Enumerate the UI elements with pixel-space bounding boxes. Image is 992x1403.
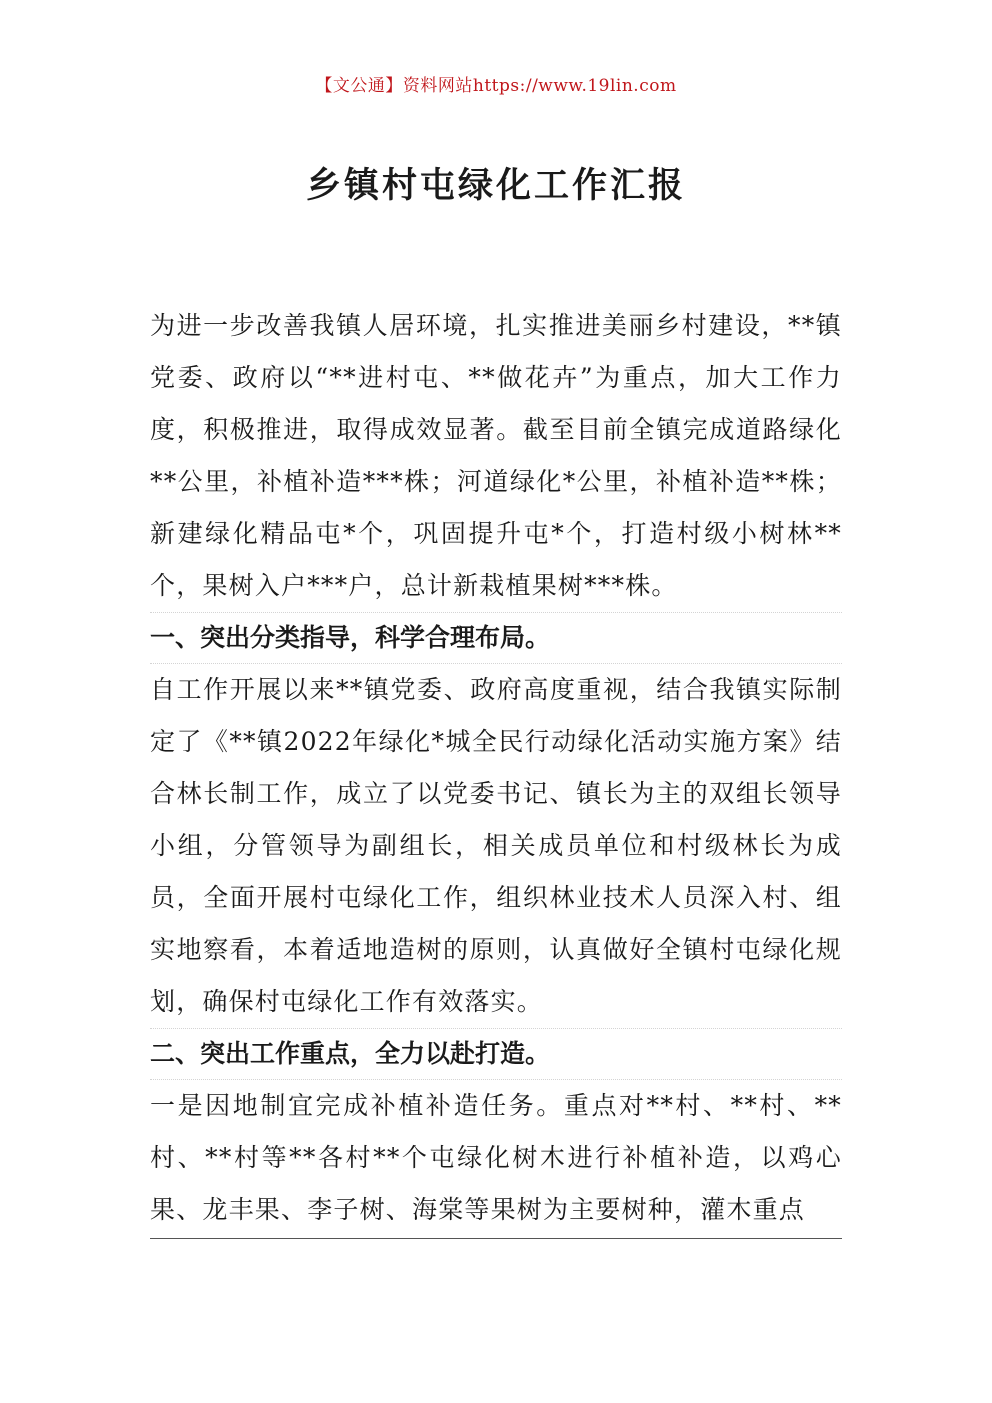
section-2-paragraph: 一是因地制宜完成补植补造任务。重点对**村、**村、**村、**村等**各村**个屯绿化树木进行补植补造，以鸡心果、龙丰果、李子树、海棠等果树为主要树种，灌木重点 (150, 1091, 842, 1224)
document-title: 乡镇村屯绿化工作汇报 (305, 165, 686, 206)
section-1-paragraph: 自工作开展以来**镇党委、政府高度重视，结合我镇实际制定了《**镇2022年绿化*城全民行动绿化活动实施方案》结合林长制工作，成立了以党委书记、镇长为主的双组长领导小组，分管领导为副组长，相关成员单位和村级林长为成员，全面开展村屯绿化工作，组织林业技术人员深入村、组实地察看，本着适地造树的原则，认真做好全镇村屯绿化规划，确保村屯绿化工作有效落实。 (150, 675, 842, 1016)
section-heading-1: 一、突出分类指导，科学合理布局。 (150, 612, 842, 664)
page-bottom-divider (150, 1238, 842, 1239)
section-heading-2: 二、突出工作重点，全力以赴打造。 (150, 1028, 842, 1080)
document-body (150, 300, 842, 1236)
source-website-link[interactable]: 【文公通】资料网站https://www.19lin.com (315, 76, 677, 96)
intro-paragraph: 为进一步改善我镇人居环境，扎实推进美丽乡村建设，**镇党委、政府以“**进村屯、**做花卉”为重点，加大工作力度，积极推进，取得成效显著。截至目前全镇完成道路绿化**公里，补植补造***株；河道绿化*公里，补植补造**株；新建绿化精品屯*个，巩固提升屯*个，打造村级小树林**个，果树入户***户，总计新栽植果树***株。 (150, 311, 842, 600)
